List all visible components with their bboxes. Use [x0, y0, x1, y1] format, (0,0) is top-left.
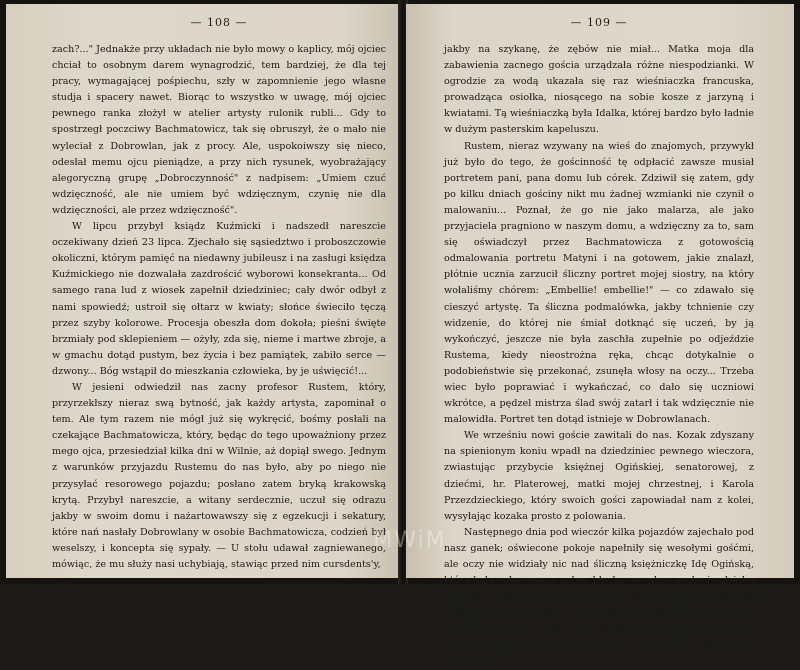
left-paragraph-1: zach?..." Jednakże przy układach nie było mowy o kaplicy, mój ojciec chciał to osobnym darem wynagrodzić, tem bardziej, że dla tej pracy, wymagającej pośpiechu, szły w zapomnienie jego własne studja i spacery nawet. Biorąc to wszystko w uwagę, mój ojciec pewnego ranka złożył w atelier artysty rulonik rubli... Gdy to spostrzegł poczciwy Bachmatowicz, tak się obruszył, że o mało nie wyleciał z Dobrowlan, jak z procy. Ale, uspokoiwszy się nieco, odesłał memu ojcu pieniądze, a przy nich rysunek, wyobrażający alegoryczną grupę „Dobroczynność" z nadpisem: „Umiem czuć wdzięczność, ale nie umiem być wdzięcznym, czynię nie dla wdzięczności, ale przez wdzięczność". [52, 44, 386, 216]
left-page [6, 4, 400, 578]
left-page-number: — 108 — [190, 16, 248, 29]
right-paragraph-1: jakby na szykanę, że zębów nie miał... Matka moja dla zabawienia zacnego gościa urządzała różne niespodzianki. W ogrodzie za wodą ukazała się raz wieśniaczka francuska, prowadząca osiołka, niosącego na sobie kosze z jarzyną i kwiatami. Tą wieśniaczką była Idalka, której bardzo było ładnie w dużym pasterskim kapeluszu. [444, 44, 754, 136]
left-page-text [52, 42, 386, 573]
right-paragraph-2: Rustem, nieraz wzywany na wieś do znajomych, przywykł już było do tego, że gościnność tę odpłacić zawsze musiał portretem pani, pana domu lub córek. Zdziwił się zatem, gdy po kilku dniach gościny nikt mu żadnej wzmianki nie czynił o malowaniu... Poznał, że go nie jako malarza, ale jako przyjaciela pragniono w naszym domu, a wdzięczny za to, sam się oświadczył przez Bachmatowicza z gotowością odmalowania portretu Matyni i na gotowem, jakie znalazł, płótnie ucznia zarzucił śliczny portret mojej siostry, na który wołaliśmy chórem: „Embellie! embellie!" — co zdawało się cieszyć artystę. Ta śliczna podmalówka, jakby tchnienie czy widzenie, do której nie śmiał dotknąć się uczeń, by ją wykończyć, jeszcze nie była zaschła zupełnie po odjeździe Rustema, kiedy nieostrożna ręka, chcąc dotykalnie o podobieństwie się przekonać, zsunęła włosy na oczy... Trzeba wiec było poprawiać i wykańczać, co dało się uczniowi wkrótce, a pędzel mistrza ślad swój zatarł i tak wdzięcznie nie malowidła. Portret ten dotąd istnieje w Dobrowlanach. [444, 140, 754, 426]
watermark: MWiM [373, 528, 447, 553]
right-paragraph-4: Następnego dnia pod wieczór kilka pojazdów zajechało pod nasz ganek; oświecone pokoje napełniły się wesołymi gośćmi, ale oczy nie widziały nic nad śliczną księżniczkę Idę Ogińską, która była nalenczas w całym blasku, w całym uroku i wdzięku była swych ośmnastu wiosen; czarne ognisto jej oczy, uśmiech wesoły, postawa, akcent mowy, pieć, jednem słowem wszystko w niej cechowało Włoszkę; a zakochana w niej nasza Idalka chciała, by ją odtąd nazywano Idą. Kilka dni zeszło nam wyborne. [444, 526, 754, 667]
right-page [406, 4, 794, 667]
right-page-text [444, 42, 754, 670]
left-paragraph-3: W jesieni odwiedził nas zacny profesor Rustem, który, przyrzekłszy nieraz swą bytność, jak każdy artysta, zapominał o tem. Ale tym razem nie mógł już się wykręcić, bośmy posłali na czekające Bachmatowicza, który, będąc do tego upoważniony przez mego ojca, przesiedział kilka dni w Wilnie, aż dopiął swego. Jednym z warunków przyjazdu Rustemu do nas było, aby po niego nie przysyłać resorowego pojazdu; posłano zatem bryką krakowską krytą. Przybył nareszcie, a witany serdecznie, uczuł się odrazu jakby w swoim domu i nażartowawszy się z egzekucji i sekatury, które nań nasłały Dobrowlany w osobie Bachmatowicza, codzień był weselszy, i koncepta się sypały. — U stołu udawał zagniewanego, mówiąc, że mu służy nasi uchybiają, stawiąc przed nim cursdents'y, [52, 381, 386, 570]
left-paragraph-2: W lipcu przybył ksiądz Kuźmicki i nadszedł nareszcie oczekiwany dzień 23 lipca. Zjechało się sąsiedztwo i proboszczowie okoliczni, którym pamięć na niedawny jubileusz i na zasługi księdza Kuźmickiego nie dozwalała zazdrościć wyborowi konsekranta... Od samego rana lud z wiosek zapełnił dziedziniec; cały dwór odbył z nami spowiedź; ustroił się ołtarz w kwiaty; słońce świeciło tęczą przez szyby kolorowe. Procesja obeszła dom dokoła; pieśni święte brzmiały pod sklepieniem — ożyły, zda się, nieme i martwe zbroje, a w gmachu dotąd pustym, bez życia i bez pamiątek, zabiło serce — dzwony... Bóg wstąpił do mieszkania człowieka, by je uświęcić!... [52, 221, 386, 377]
right-paragraph-3: We wrześniu nowi goście zawitali do nas. Kozak zdyszany na spienionym koniu wpadł na dziedziniec pewnego wieczora, zwiastując przybycie księżnej Ogińskiej, senatorowej, z dziećmi, hr. Platerowej, matki mojej chrzestnej, i Karola Przezdzieckiego, który swoich gości zapowiadał nam z kolei, wysyłając kozaka prosto z polowania. [444, 430, 754, 522]
right-page-number: — 109 — [570, 16, 628, 29]
